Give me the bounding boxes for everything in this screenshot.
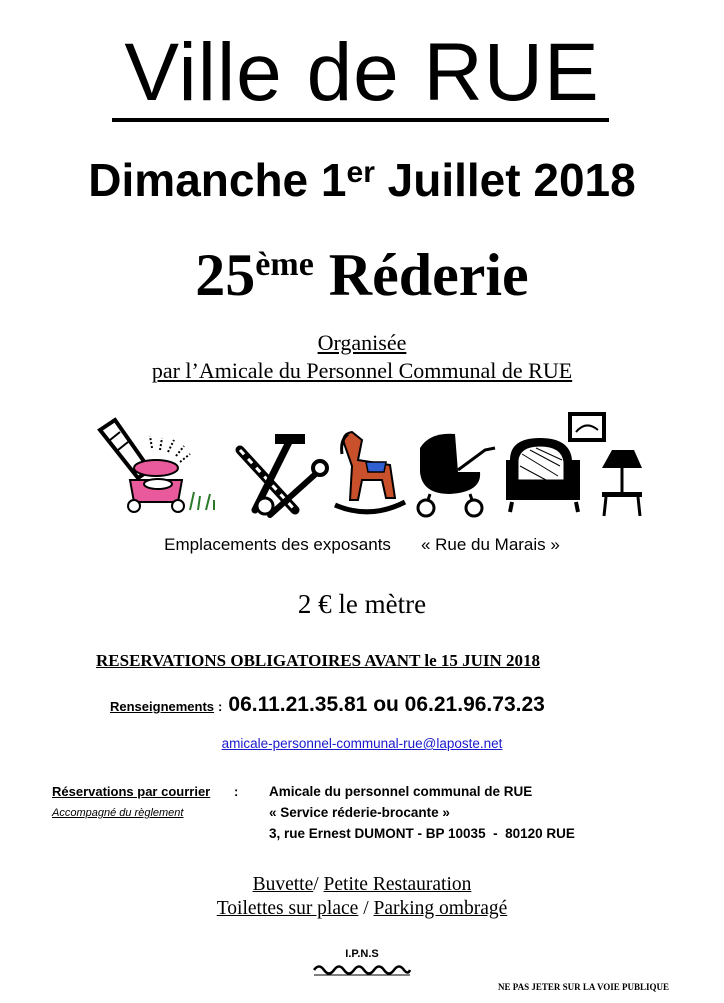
lamp-icon — [602, 450, 642, 516]
amenity-restauration: Petite Restauration — [323, 874, 472, 895]
event-number: 25 — [195, 242, 256, 308]
date-superscript: er — [346, 156, 375, 189]
info-line — [110, 693, 545, 717]
amenity-slash: / — [363, 898, 369, 919]
amenity-toilettes: Toilettes sur place — [216, 898, 359, 919]
mail-reservation-label: Réservations par courrier — [52, 784, 211, 799]
ipns-label: I.P.N.S — [345, 948, 379, 960]
amenity-slash: / — [313, 874, 319, 895]
event-title: Réderie — [313, 242, 529, 308]
lawnmower-icon — [100, 420, 214, 512]
tools-icon — [240, 434, 327, 515]
mail-reservation-colon: : — [234, 784, 239, 799]
event-superscript: ème — [255, 246, 314, 283]
mail-reservation-sublabel: Accompagné du règlement — [52, 807, 184, 819]
amenities-line-2 — [0, 898, 724, 920]
title-underline — [112, 118, 609, 122]
ornament-icon — [312, 963, 412, 977]
picture-frame-icon — [570, 412, 604, 440]
exhibitor-locations — [0, 534, 724, 556]
amenity-buvette: Buvette — [252, 874, 314, 895]
amenity-parking: Parking ombragé — [373, 898, 508, 919]
locations-label: Emplacements des exposants — [164, 535, 391, 554]
date-prefix: Dimanche 1 — [88, 154, 347, 206]
locations-value: « Rue du Marais » — [420, 535, 560, 554]
info-colon: : — [218, 699, 223, 714]
address-line-2: « Service réderie-brocante » — [269, 805, 450, 820]
event-name — [0, 240, 724, 310]
rocking-horse-icon — [335, 432, 405, 512]
price: 2 € le mètre — [297, 589, 427, 619]
footer-notice: NE PAS JETER SUR LA VOIE PUBLIQUE — [498, 982, 670, 992]
brocante-illustrations — [90, 410, 650, 520]
organizer-line-2: par l’Amicale du Personnel Communal de RUE — [151, 358, 573, 383]
organizer-line-1: Organisée — [317, 330, 407, 355]
page-title: Ville de RUE — [124, 27, 600, 118]
amenities-line-1 — [0, 874, 724, 896]
event-date — [0, 152, 724, 208]
reservation-notice: RESERVATIONS OBLIGATOIRES AVANT le 15 JUIN 2018 — [96, 651, 541, 670]
email-link[interactable]: amicale-personnel-communal-rue@laposte.net — [221, 736, 503, 751]
date-suffix: Juillet 2018 — [374, 154, 636, 206]
stroller-icon — [418, 434, 495, 516]
address-line-3: 3, rue Ernest DUMONT - BP 10035 - 80120 RUE — [269, 826, 575, 841]
armchair-icon — [506, 438, 580, 512]
address-line-1: Amicale du personnel communal de RUE — [269, 784, 533, 799]
phone-numbers: 06.11.21.35.81 ou 06.21.96.73.23 — [228, 693, 545, 716]
info-label: Renseignements — [110, 699, 215, 714]
